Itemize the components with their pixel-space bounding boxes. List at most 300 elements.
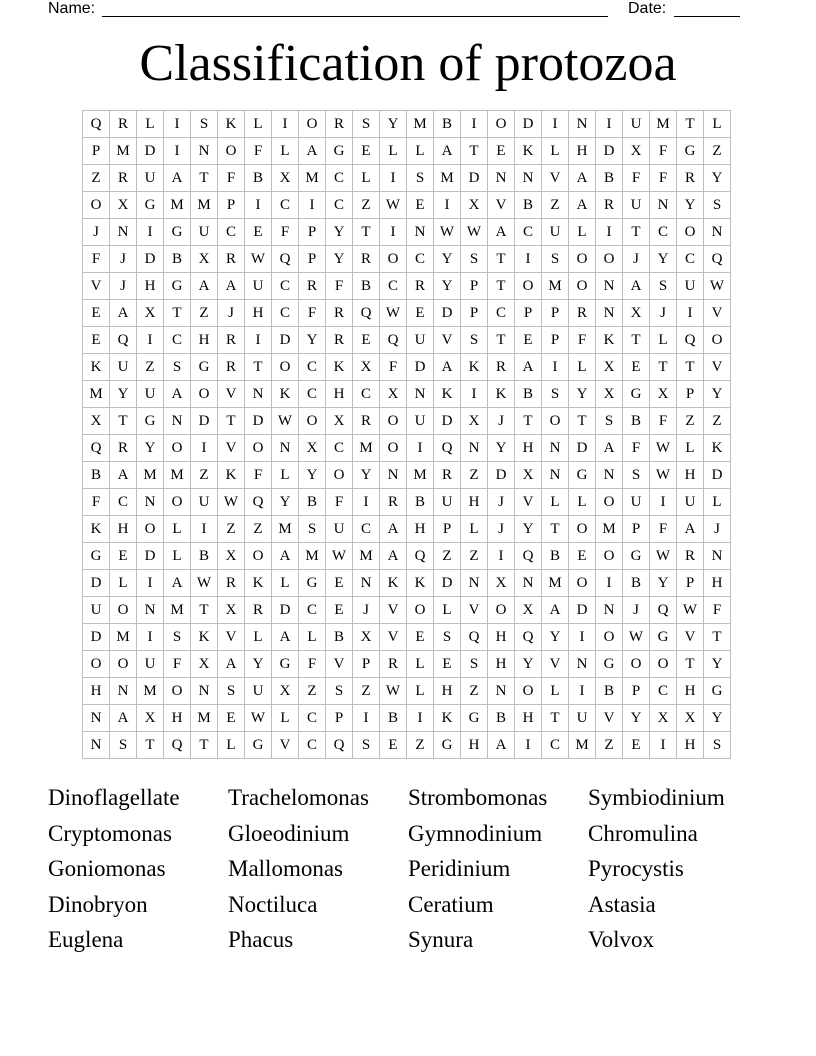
grid-cell[interactable]: H [488, 651, 515, 678]
grid-cell[interactable]: C [677, 246, 704, 273]
grid-cell[interactable]: C [542, 732, 569, 759]
grid-cell[interactable]: S [164, 624, 191, 651]
grid-cell[interactable]: D [83, 624, 110, 651]
grid-cell[interactable]: H [704, 570, 731, 597]
grid-cell[interactable]: S [353, 111, 380, 138]
grid-cell[interactable]: U [137, 651, 164, 678]
grid-cell[interactable]: Z [353, 192, 380, 219]
grid-cell[interactable]: R [596, 192, 623, 219]
grid-cell[interactable]: H [515, 705, 542, 732]
grid-cell[interactable]: T [677, 651, 704, 678]
grid-cell[interactable]: X [488, 570, 515, 597]
grid-cell[interactable]: N [569, 651, 596, 678]
grid-cell[interactable]: K [434, 705, 461, 732]
grid-cell[interactable]: W [650, 462, 677, 489]
grid-cell[interactable]: B [596, 678, 623, 705]
grid-cell[interactable]: I [164, 111, 191, 138]
grid-cell[interactable]: E [515, 327, 542, 354]
grid-cell[interactable]: O [164, 678, 191, 705]
grid-cell[interactable]: N [407, 219, 434, 246]
grid-cell[interactable]: I [461, 111, 488, 138]
grid-cell[interactable]: H [245, 300, 272, 327]
grid-cell[interactable]: F [623, 435, 650, 462]
grid-cell[interactable]: X [623, 138, 650, 165]
grid-cell[interactable]: J [623, 246, 650, 273]
grid-cell[interactable]: A [596, 435, 623, 462]
grid-cell[interactable]: O [83, 192, 110, 219]
grid-cell[interactable]: O [596, 246, 623, 273]
grid-cell[interactable]: V [542, 165, 569, 192]
grid-cell[interactable]: Q [380, 327, 407, 354]
grid-cell[interactable]: V [596, 705, 623, 732]
grid-cell[interactable]: B [488, 705, 515, 732]
grid-cell[interactable]: C [326, 435, 353, 462]
grid-cell[interactable]: D [407, 354, 434, 381]
grid-cell[interactable]: B [245, 165, 272, 192]
grid-cell[interactable]: U [542, 219, 569, 246]
grid-cell[interactable]: X [110, 192, 137, 219]
grid-cell[interactable]: P [542, 327, 569, 354]
grid-cell[interactable]: L [569, 354, 596, 381]
grid-cell[interactable]: U [623, 489, 650, 516]
grid-cell[interactable]: I [137, 570, 164, 597]
grid-cell[interactable]: I [596, 219, 623, 246]
grid-cell[interactable]: L [704, 111, 731, 138]
grid-cell[interactable]: H [164, 705, 191, 732]
grid-cell[interactable]: R [110, 111, 137, 138]
grid-cell[interactable]: A [434, 354, 461, 381]
grid-cell[interactable]: F [272, 219, 299, 246]
grid-cell[interactable]: N [407, 381, 434, 408]
grid-cell[interactable]: W [245, 246, 272, 273]
grid-cell[interactable]: V [218, 435, 245, 462]
grid-cell[interactable]: I [137, 327, 164, 354]
grid-cell[interactable]: N [461, 570, 488, 597]
grid-cell[interactable]: Y [434, 246, 461, 273]
grid-cell[interactable]: P [434, 516, 461, 543]
grid-cell[interactable]: O [380, 408, 407, 435]
grid-cell[interactable]: Q [650, 597, 677, 624]
grid-cell[interactable]: B [380, 705, 407, 732]
grid-cell[interactable]: M [596, 516, 623, 543]
grid-cell[interactable]: R [218, 354, 245, 381]
grid-cell[interactable]: U [623, 192, 650, 219]
grid-cell[interactable]: T [623, 327, 650, 354]
grid-cell[interactable]: V [83, 273, 110, 300]
grid-cell[interactable]: I [596, 111, 623, 138]
grid-cell[interactable]: X [353, 354, 380, 381]
grid-cell[interactable]: X [272, 678, 299, 705]
grid-cell[interactable]: D [434, 570, 461, 597]
grid-cell[interactable]: F [299, 300, 326, 327]
grid-cell[interactable]: H [191, 327, 218, 354]
grid-cell[interactable]: J [353, 597, 380, 624]
grid-cell[interactable]: U [83, 597, 110, 624]
grid-cell[interactable]: N [596, 300, 623, 327]
grid-cell[interactable]: F [83, 489, 110, 516]
grid-cell[interactable]: T [461, 138, 488, 165]
grid-cell[interactable]: Z [191, 462, 218, 489]
grid-cell[interactable]: Y [326, 246, 353, 273]
grid-cell[interactable]: E [218, 705, 245, 732]
grid-cell[interactable]: E [623, 354, 650, 381]
grid-cell[interactable]: K [461, 354, 488, 381]
grid-cell[interactable]: N [461, 435, 488, 462]
grid-cell[interactable]: L [272, 462, 299, 489]
grid-cell[interactable]: L [704, 489, 731, 516]
grid-cell[interactable]: C [299, 597, 326, 624]
grid-cell[interactable]: M [164, 462, 191, 489]
grid-cell[interactable]: Q [704, 246, 731, 273]
grid-cell[interactable]: X [137, 705, 164, 732]
grid-cell[interactable]: B [326, 624, 353, 651]
grid-cell[interactable]: O [488, 111, 515, 138]
grid-cell[interactable]: R [326, 327, 353, 354]
grid-cell[interactable]: T [569, 408, 596, 435]
grid-cell[interactable]: X [83, 408, 110, 435]
grid-cell[interactable]: K [380, 570, 407, 597]
grid-cell[interactable]: Y [326, 219, 353, 246]
grid-cell[interactable]: K [218, 111, 245, 138]
grid-cell[interactable]: U [623, 111, 650, 138]
grid-cell[interactable]: S [461, 327, 488, 354]
grid-cell[interactable]: B [191, 543, 218, 570]
grid-cell[interactable]: E [380, 732, 407, 759]
grid-cell[interactable]: X [650, 381, 677, 408]
grid-cell[interactable]: D [83, 570, 110, 597]
grid-cell[interactable]: J [110, 246, 137, 273]
grid-cell[interactable]: S [542, 246, 569, 273]
grid-cell[interactable]: S [623, 462, 650, 489]
grid-cell[interactable]: J [488, 516, 515, 543]
grid-cell[interactable]: M [137, 678, 164, 705]
grid-cell[interactable]: A [191, 273, 218, 300]
grid-cell[interactable]: C [272, 300, 299, 327]
grid-cell[interactable]: S [110, 732, 137, 759]
grid-cell[interactable]: W [461, 219, 488, 246]
grid-cell[interactable]: A [164, 381, 191, 408]
grid-cell[interactable]: H [677, 462, 704, 489]
grid-cell[interactable]: U [191, 489, 218, 516]
grid-cell[interactable]: Z [677, 408, 704, 435]
grid-cell[interactable]: O [299, 111, 326, 138]
grid-cell[interactable]: Q [326, 732, 353, 759]
grid-cell[interactable]: Q [677, 327, 704, 354]
grid-cell[interactable]: N [191, 138, 218, 165]
grid-cell[interactable]: B [515, 381, 542, 408]
grid-cell[interactable]: P [83, 138, 110, 165]
grid-cell[interactable]: E [407, 192, 434, 219]
grid-cell[interactable]: G [623, 543, 650, 570]
grid-cell[interactable]: O [110, 651, 137, 678]
grid-cell[interactable]: B [623, 570, 650, 597]
grid-cell[interactable]: E [569, 543, 596, 570]
grid-cell[interactable]: N [353, 570, 380, 597]
grid-cell[interactable]: W [380, 300, 407, 327]
grid-cell[interactable]: M [164, 597, 191, 624]
grid-cell[interactable]: Z [704, 138, 731, 165]
grid-cell[interactable]: Y [272, 489, 299, 516]
grid-cell[interactable]: I [380, 219, 407, 246]
grid-cell[interactable]: F [245, 462, 272, 489]
grid-cell[interactable]: E [353, 138, 380, 165]
grid-cell[interactable]: Y [704, 381, 731, 408]
grid-cell[interactable]: F [650, 165, 677, 192]
grid-cell[interactable]: O [245, 543, 272, 570]
grid-cell[interactable]: Y [569, 381, 596, 408]
grid-cell[interactable]: A [299, 138, 326, 165]
grid-cell[interactable]: S [353, 732, 380, 759]
grid-cell[interactable]: P [299, 219, 326, 246]
grid-cell[interactable]: K [434, 381, 461, 408]
grid-cell[interactable]: N [488, 165, 515, 192]
grid-cell[interactable]: V [218, 381, 245, 408]
grid-cell[interactable]: I [596, 570, 623, 597]
grid-cell[interactable]: A [218, 273, 245, 300]
grid-cell[interactable]: T [218, 408, 245, 435]
grid-cell[interactable]: F [83, 246, 110, 273]
grid-cell[interactable]: O [650, 651, 677, 678]
grid-cell[interactable]: L [110, 570, 137, 597]
grid-cell[interactable]: G [83, 543, 110, 570]
grid-cell[interactable]: R [110, 165, 137, 192]
grid-cell[interactable]: C [488, 300, 515, 327]
grid-cell[interactable]: O [596, 543, 623, 570]
grid-cell[interactable]: T [191, 165, 218, 192]
grid-cell[interactable]: R [353, 246, 380, 273]
grid-cell[interactable]: T [488, 246, 515, 273]
grid-cell[interactable]: H [677, 732, 704, 759]
grid-cell[interactable]: T [677, 111, 704, 138]
grid-cell[interactable]: Y [704, 651, 731, 678]
grid-cell[interactable]: K [83, 516, 110, 543]
grid-cell[interactable]: B [434, 111, 461, 138]
grid-cell[interactable]: Y [299, 462, 326, 489]
grid-cell[interactable]: X [191, 246, 218, 273]
grid-cell[interactable]: L [434, 597, 461, 624]
grid-cell[interactable]: L [407, 678, 434, 705]
grid-cell[interactable]: C [299, 705, 326, 732]
grid-cell[interactable]: N [542, 435, 569, 462]
grid-cell[interactable]: H [83, 678, 110, 705]
grid-cell[interactable]: H [434, 678, 461, 705]
grid-cell[interactable]: K [596, 327, 623, 354]
grid-cell[interactable]: R [569, 300, 596, 327]
grid-cell[interactable]: I [515, 246, 542, 273]
grid-cell[interactable]: X [596, 354, 623, 381]
grid-cell[interactable]: N [380, 462, 407, 489]
grid-cell[interactable]: R [299, 273, 326, 300]
grid-cell[interactable]: O [164, 489, 191, 516]
grid-cell[interactable]: U [110, 354, 137, 381]
grid-cell[interactable]: E [83, 327, 110, 354]
grid-cell[interactable]: I [164, 138, 191, 165]
grid-cell[interactable]: C [326, 165, 353, 192]
grid-cell[interactable]: S [704, 192, 731, 219]
grid-cell[interactable]: U [407, 327, 434, 354]
grid-cell[interactable]: A [515, 354, 542, 381]
grid-cell[interactable]: V [434, 327, 461, 354]
grid-cell[interactable]: C [299, 732, 326, 759]
grid-cell[interactable]: V [326, 651, 353, 678]
grid-cell[interactable]: D [137, 543, 164, 570]
grid-cell[interactable]: Q [407, 543, 434, 570]
grid-cell[interactable]: V [515, 489, 542, 516]
grid-cell[interactable]: Y [110, 381, 137, 408]
grid-cell[interactable]: R [326, 300, 353, 327]
grid-cell[interactable]: Y [488, 435, 515, 462]
grid-cell[interactable]: Y [542, 624, 569, 651]
grid-cell[interactable]: O [569, 516, 596, 543]
grid-cell[interactable]: W [191, 570, 218, 597]
grid-cell[interactable]: W [623, 624, 650, 651]
grid-cell[interactable]: E [407, 624, 434, 651]
grid-cell[interactable]: Y [515, 516, 542, 543]
grid-cell[interactable]: Z [704, 408, 731, 435]
grid-cell[interactable]: O [299, 408, 326, 435]
grid-cell[interactable]: U [191, 219, 218, 246]
grid-cell[interactable]: O [569, 570, 596, 597]
grid-cell[interactable]: P [623, 516, 650, 543]
grid-cell[interactable]: Y [299, 327, 326, 354]
grid-cell[interactable]: R [434, 462, 461, 489]
grid-cell[interactable]: F [569, 327, 596, 354]
grid-cell[interactable]: I [380, 165, 407, 192]
grid-cell[interactable]: K [83, 354, 110, 381]
grid-cell[interactable]: G [272, 651, 299, 678]
grid-cell[interactable]: D [434, 408, 461, 435]
grid-cell[interactable]: U [407, 408, 434, 435]
grid-cell[interactable]: P [353, 651, 380, 678]
grid-cell[interactable]: T [650, 354, 677, 381]
grid-cell[interactable]: B [515, 192, 542, 219]
grid-cell[interactable]: B [353, 273, 380, 300]
grid-cell[interactable]: X [461, 192, 488, 219]
grid-cell[interactable]: M [299, 543, 326, 570]
grid-cell[interactable]: W [434, 219, 461, 246]
grid-cell[interactable]: H [110, 516, 137, 543]
grid-cell[interactable]: G [191, 354, 218, 381]
grid-cell[interactable]: Y [623, 705, 650, 732]
grid-cell[interactable]: L [299, 624, 326, 651]
grid-cell[interactable]: V [272, 732, 299, 759]
grid-cell[interactable]: C [407, 246, 434, 273]
grid-cell[interactable]: E [407, 300, 434, 327]
grid-cell[interactable]: M [569, 732, 596, 759]
grid-cell[interactable]: M [191, 192, 218, 219]
grid-cell[interactable]: C [515, 219, 542, 246]
grid-cell[interactable]: D [272, 327, 299, 354]
grid-cell[interactable]: O [569, 246, 596, 273]
grid-cell[interactable]: U [569, 705, 596, 732]
grid-cell[interactable]: I [650, 489, 677, 516]
grid-cell[interactable]: I [191, 516, 218, 543]
grid-cell[interactable]: R [488, 354, 515, 381]
grid-cell[interactable]: L [353, 165, 380, 192]
grid-cell[interactable]: I [488, 543, 515, 570]
grid-cell[interactable]: V [704, 354, 731, 381]
grid-cell[interactable]: X [326, 408, 353, 435]
grid-cell[interactable]: M [407, 111, 434, 138]
grid-cell[interactable]: R [245, 597, 272, 624]
grid-cell[interactable]: M [110, 624, 137, 651]
grid-cell[interactable]: I [245, 327, 272, 354]
grid-cell[interactable]: M [542, 570, 569, 597]
grid-cell[interactable]: D [488, 462, 515, 489]
grid-cell[interactable]: Q [434, 435, 461, 462]
grid-cell[interactable]: F [650, 138, 677, 165]
grid-cell[interactable]: W [650, 543, 677, 570]
grid-cell[interactable]: L [218, 732, 245, 759]
grid-cell[interactable]: T [353, 219, 380, 246]
grid-cell[interactable]: L [542, 678, 569, 705]
grid-cell[interactable]: X [515, 597, 542, 624]
grid-cell[interactable]: L [569, 489, 596, 516]
grid-cell[interactable]: U [245, 678, 272, 705]
grid-cell[interactable]: S [164, 354, 191, 381]
grid-cell[interactable]: I [137, 624, 164, 651]
grid-cell[interactable]: B [83, 462, 110, 489]
grid-cell[interactable]: I [569, 678, 596, 705]
grid-cell[interactable]: J [623, 597, 650, 624]
grid-cell[interactable]: G [677, 138, 704, 165]
grid-cell[interactable]: S [407, 165, 434, 192]
grid-cell[interactable]: O [488, 597, 515, 624]
grid-cell[interactable]: V [704, 300, 731, 327]
grid-cell[interactable]: Z [542, 192, 569, 219]
grid-cell[interactable]: C [353, 516, 380, 543]
grid-cell[interactable]: L [245, 624, 272, 651]
grid-cell[interactable]: I [515, 732, 542, 759]
grid-cell[interactable]: A [110, 300, 137, 327]
grid-cell[interactable]: M [542, 273, 569, 300]
grid-cell[interactable]: Z [434, 543, 461, 570]
grid-cell[interactable]: F [245, 138, 272, 165]
grid-cell[interactable]: O [380, 246, 407, 273]
grid-cell[interactable]: S [461, 246, 488, 273]
grid-cell[interactable]: W [272, 408, 299, 435]
grid-cell[interactable]: W [380, 192, 407, 219]
grid-cell[interactable]: N [542, 462, 569, 489]
grid-cell[interactable]: G [434, 732, 461, 759]
grid-cell[interactable]: N [704, 543, 731, 570]
grid-cell[interactable]: U [137, 381, 164, 408]
grid-cell[interactable]: Q [245, 489, 272, 516]
grid-cell[interactable]: C [353, 381, 380, 408]
grid-cell[interactable]: H [569, 138, 596, 165]
grid-cell[interactable]: L [137, 111, 164, 138]
grid-cell[interactable]: X [677, 705, 704, 732]
grid-cell[interactable]: N [650, 192, 677, 219]
grid-cell[interactable]: X [461, 408, 488, 435]
grid-cell[interactable]: K [704, 435, 731, 462]
grid-cell[interactable]: A [164, 570, 191, 597]
grid-cell[interactable]: N [596, 462, 623, 489]
grid-cell[interactable]: I [272, 111, 299, 138]
grid-cell[interactable]: T [677, 354, 704, 381]
grid-cell[interactable]: E [110, 543, 137, 570]
grid-cell[interactable]: C [380, 273, 407, 300]
grid-cell[interactable]: G [569, 462, 596, 489]
grid-cell[interactable]: H [488, 624, 515, 651]
grid-cell[interactable]: M [299, 165, 326, 192]
grid-cell[interactable]: Z [461, 462, 488, 489]
grid-cell[interactable]: F [380, 354, 407, 381]
grid-cell[interactable]: K [515, 138, 542, 165]
grid-cell[interactable]: D [569, 435, 596, 462]
grid-cell[interactable]: G [137, 408, 164, 435]
grid-cell[interactable]: A [488, 732, 515, 759]
